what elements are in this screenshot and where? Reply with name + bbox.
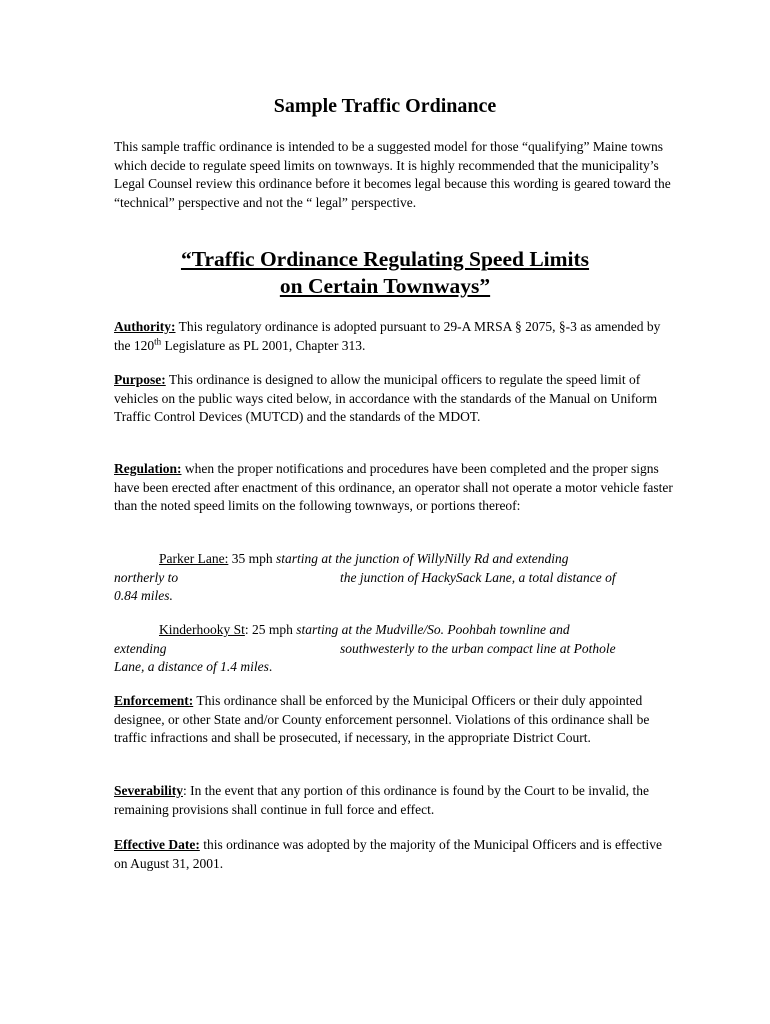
road-distance: 0.84 miles. (114, 588, 173, 604)
authority-label: Authority: (114, 319, 176, 334)
intro-paragraph: This sample traffic ordinance is intended to be a suggested model for those “qualifying” Maine towns which decide to regulate speed limits on townways. It is highly recommended that the municipality’s Legal Counsel review this ordinance before it becomes legal because this wording is geared toward the “technical” perspective and not the “ legal” perspective. (114, 139, 671, 210)
authority-text-a: This regulatory ordinance is adopted pursuant to 29-A MRSA § 2075, §-3 as amended by the 120 (114, 319, 661, 353)
enforcement-text: This ordinance shall be enforced by the Municipal Officers or their duly appointed designee, or other State and/or County enforcement personnel. Violations of this ordinance shall be traffic infractions and shall be prosecuted, if necessary, in the appropriate District Court. (114, 693, 650, 746)
road-direction: extending (114, 640, 167, 656)
regulation-section (114, 460, 674, 516)
road-name: Parker Lane: (159, 551, 229, 566)
authority-superscript: th (154, 336, 162, 347)
authority-text-b: Legislature as PL 2001, Chapter 313. (161, 337, 366, 353)
purpose-section (114, 371, 674, 427)
road-entry (114, 550, 674, 606)
road-direction: northerly to (114, 569, 179, 585)
effective-date-label: Effective Date: (114, 837, 200, 852)
road-distance: Lane, a distance of 1.4 miles (114, 659, 269, 675)
enforcement-section (114, 692, 674, 748)
effective-date-text: this ordinance was adopted by the majority of the Municipal Officers and is effective on August 31, 2001. (114, 837, 662, 871)
road-description: starting at the Mudville/So. Poohbah townline and (296, 622, 570, 637)
road-entry: Kinderhooky St: 25 mph starting at the Mudville/So. Poohbah townline and extending southwesterly to the urban compact line at Pothole Lane, a distance of 1.4 miles. (114, 622, 616, 675)
purpose-label: Purpose: (114, 372, 166, 387)
enforcement-label: Enforcement: (114, 693, 194, 708)
purpose-text: This ordinance is designed to allow the municipal officers to regulate the speed limit of vehicles on the public ways cited below, in accordance with the standards of the Manual on Uniform Traffic Control Devices (MUTCD) and the standards of the MDOT. (114, 372, 658, 425)
authority-section (114, 318, 674, 355)
document-title: Sample Traffic Ordinance (273, 95, 497, 117)
road-speed: 35 mph (228, 551, 276, 566)
road-description-cont: southwesterly to the urban compact line at Pothole (340, 640, 616, 656)
road-name: Kinderhooky St (159, 622, 245, 637)
regulation-text: when the proper notifications and procedures have been completed and the proper signs have been erected after enactment of this ordinance, an operator shall not operate a motor vehicle faster than the noted speed limits on the following townways, or portions thereof: (114, 461, 673, 514)
road-description: starting at the junction of WillyNilly Rd and extending (275, 551, 569, 566)
ordinance-heading-line2: on Certain Townways” (279, 274, 491, 298)
road-description-cont: the junction of HackySack Lane, a total distance of (340, 569, 616, 585)
road-speed: : 25 mph (244, 622, 297, 637)
severability-text: : In the event that any portion of this ordinance is found by the Court to be invalid, the remaining provisions shall continue in full force and effect. (114, 783, 650, 817)
effective-date-section (114, 836, 674, 873)
ordinance-heading-line1: “Traffic Ordinance Regulating Speed Limits (180, 247, 590, 271)
ordinance-heading (0, 246, 770, 300)
severability-section (114, 782, 674, 819)
severability-label: Severability (114, 783, 183, 798)
regulation-label: Regulation: (114, 461, 182, 476)
